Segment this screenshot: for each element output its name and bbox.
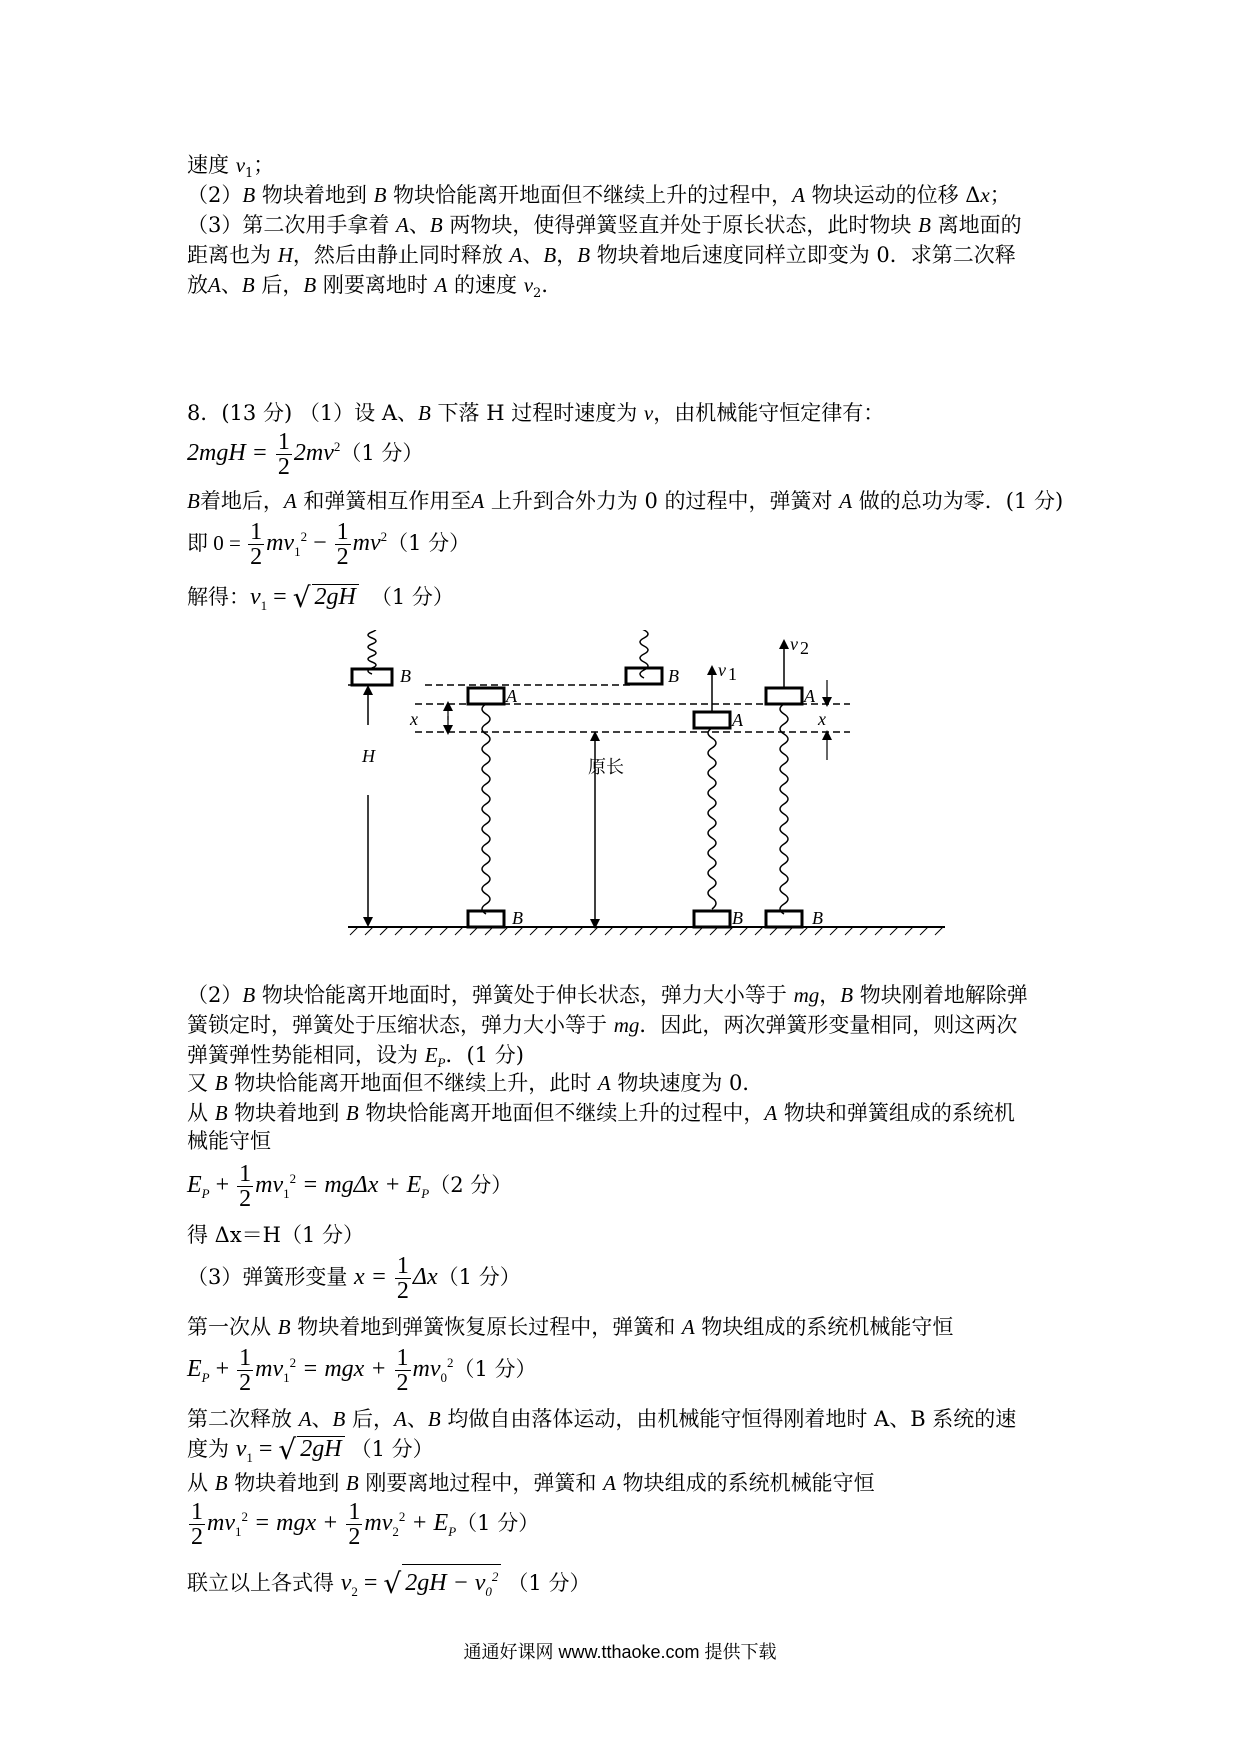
ground-hatch: [350, 927, 943, 935]
fraction: $\frac{1}{2}$: [239, 1345, 252, 1396]
label-A: A: [804, 686, 815, 706]
text: 从: [187, 1101, 215, 1125]
fraction: $\frac{1}{2}$: [250, 519, 263, 570]
spring-block-diagram: [330, 630, 950, 940]
p2-line-2: [187, 1010, 1017, 1040]
block-A: [468, 688, 504, 704]
p2-line-5: [187, 1098, 1015, 1128]
eq-text: v: [250, 584, 261, 610]
label-v1-sub: 1: [728, 664, 737, 684]
text: 物块速度为 0．: [610, 1071, 764, 1095]
eq-text: v: [340, 1570, 352, 1596]
var: B: [277, 1315, 291, 1339]
label-A: A: [732, 710, 743, 730]
points: （1 分）: [340, 441, 424, 466]
eq-text: Δx: [412, 1264, 438, 1291]
text: ，然后由静止同时释放: [292, 243, 510, 267]
text: 着地后，: [199, 489, 284, 513]
equation-1: 2mgH = $\frac{1}{2}$ $2mv^2(1$ 分）: [187, 429, 424, 480]
eq-text: =: [252, 1436, 279, 1462]
equation-8: 联立以上各式得 $v_2$ = √ $2gH - v_0^2$ （1 分）: [187, 1564, 590, 1607]
label-v2-sub: 2: [800, 638, 809, 658]
text: 物块着地到: [227, 1101, 346, 1125]
text: 从: [187, 1471, 215, 1495]
sub: P: [437, 1055, 446, 1071]
text: 物块刚着地解除弹: [853, 983, 1028, 1007]
eq-text: E: [187, 1172, 202, 1199]
text: 得 Δx＝H（1 分）: [187, 1223, 365, 1247]
var: A: [681, 1315, 695, 1339]
points: （1 分）: [456, 1511, 540, 1536]
text: 物块着地到弹簧恢复原长过程中，弹簧和: [290, 1315, 682, 1339]
var: A: [394, 1407, 407, 1431]
p2-line-1: [187, 980, 1028, 1010]
text: （3）弹簧形变量: [187, 1265, 355, 1290]
var: B: [303, 273, 317, 297]
eq-text: + E: [405, 1510, 449, 1537]
text: 又: [187, 1071, 215, 1095]
solution-heading: [187, 398, 884, 428]
text: 、: [522, 243, 544, 267]
var: B: [214, 1471, 228, 1495]
var: A: [597, 1071, 611, 1095]
text: ，: [556, 243, 578, 267]
var: B: [577, 243, 591, 267]
eq-text: v: [235, 1436, 247, 1462]
eq-text: = mgx +: [247, 1510, 345, 1537]
p3-line-4: 度为 $v_1$ = √ 2gH （1 分）: [187, 1433, 434, 1466]
eq-text: x =: [354, 1264, 393, 1291]
points: （1 分）: [507, 1571, 591, 1595]
var: B: [332, 1407, 346, 1431]
text: 速度: [187, 153, 236, 177]
text: 均做自由落体运动，由机械能守恒得刚着地时 A、B 系统的速: [440, 1407, 1017, 1431]
problem-line-3: [187, 210, 1022, 240]
text: 物块着地到: [227, 1471, 346, 1495]
text: 物块组成的系统机械能守恒: [615, 1471, 875, 1495]
label-B: B: [512, 908, 523, 928]
points: （1 分）: [350, 1437, 434, 1461]
label-A: A: [506, 686, 517, 706]
text: 8．(13 分) （1）设 A、: [187, 401, 419, 425]
points: （1 分）: [370, 585, 454, 609]
text: 刚要离地时: [316, 273, 435, 297]
label-x-2: x: [410, 709, 418, 729]
text: 两物块，使得弹簧竖直并处于原长状态，此时物块: [442, 213, 919, 237]
label-B: B: [732, 908, 743, 928]
p2-line-6: [187, 1126, 271, 1156]
text: 物块恰能离开地面时，弹簧处于伸长状态，弹力大小等于: [255, 983, 794, 1007]
eq-text: 即 0 =: [187, 531, 247, 556]
label-x-3: x: [818, 709, 826, 729]
text: 和弹簧相互作用至: [296, 489, 472, 513]
var: B: [418, 401, 431, 425]
spring-4: [708, 728, 716, 909]
var: A: [792, 183, 805, 207]
problem-line-4: [187, 240, 1016, 270]
var: B: [543, 243, 557, 267]
fraction: $\frac{1}{2}$: [396, 1253, 409, 1304]
fraction: $\frac{1}{2}$: [336, 519, 349, 570]
text: 物块着地到: [255, 183, 374, 207]
text: 联立以上各式得: [187, 1571, 341, 1595]
points: （1 分）: [387, 531, 471, 556]
var: mg: [613, 1013, 640, 1037]
var: B: [918, 213, 931, 237]
var: A: [283, 489, 297, 513]
eq-text: +: [209, 1172, 236, 1199]
eq-text: mv: [255, 1172, 284, 1199]
eq-text: E: [187, 1356, 202, 1383]
var: B: [242, 983, 256, 1007]
block-B: [352, 669, 392, 685]
text: ；: [253, 153, 275, 177]
eq-text: mv: [207, 1510, 235, 1537]
equation-3: 解得：$v_1$ = √ 2gH （1 分）: [187, 581, 454, 614]
text: 距离也为: [187, 243, 278, 267]
fraction: $\frac{1}{2}$: [348, 1499, 361, 1550]
problem-line-2: [187, 180, 1011, 210]
eq-text: =: [267, 584, 293, 610]
var: B: [241, 273, 255, 297]
eq-text: 2mv: [293, 440, 334, 467]
eq-text: mv: [255, 1356, 284, 1383]
text: 、: [311, 1407, 333, 1431]
label-B: B: [812, 908, 823, 928]
eq-text: +: [209, 1356, 236, 1383]
text: 物块恰能离开地面但不继续上升，此时: [227, 1071, 598, 1095]
p3-line-5: [187, 1468, 875, 1498]
var: B: [214, 1101, 228, 1125]
equation-6: $E_P$ + $\frac{1}{2}$ $mv_1^2$ = mgx + $\frac{1}{2}$ $mv_0^2(1$ 分）: [187, 1345, 537, 1396]
label-B: B: [400, 666, 411, 686]
var: B: [373, 183, 387, 207]
eq-text: mv: [412, 1356, 441, 1383]
points: （2 分）: [429, 1173, 513, 1198]
spring-2: [482, 704, 490, 914]
var: A: [839, 489, 853, 513]
var: A: [434, 273, 448, 297]
var: A: [471, 489, 485, 513]
text: 后，: [254, 273, 304, 297]
var: B: [427, 1407, 441, 1431]
text: 上升到合外力为 0 的过程中，弹簧对: [484, 489, 840, 513]
solution-line-2: [187, 486, 1063, 516]
text: （3）第二次用手拿着: [187, 213, 397, 237]
text: 的速度: [447, 273, 524, 297]
equation-4: $E_P$ + $\frac{1}{2}$ $mv_1^2 = mg\Delta x + E_P(2$ 分）: [187, 1161, 513, 1212]
text: 弹簧弹性势能相同，设为: [187, 1043, 425, 1067]
text: 度为: [187, 1437, 236, 1461]
eq-text: 2gH − v: [405, 1570, 486, 1596]
text: 放: [187, 273, 208, 297]
fraction: $\frac{1}{2}$: [239, 1161, 252, 1212]
text: 物块组成的系统机械能守恒: [694, 1315, 954, 1339]
text: 物块着地后速度同样立即变为 0．求第二次释: [590, 243, 1016, 267]
sub: 2: [533, 286, 542, 302]
points: （1 分）: [453, 1357, 537, 1382]
text: 、: [408, 213, 430, 237]
label-H: H: [362, 746, 375, 766]
var: H: [277, 243, 293, 267]
block-B: [694, 911, 730, 927]
equation-2: 即 0 = $\frac{1}{2}$ $mv_1^2$ − $\frac{1}{2}$ $mv^2(1$ 分）: [187, 519, 471, 570]
footer: 通通好课网 www.tthaoke.com 提供下载: [463, 1642, 777, 1662]
var: B: [345, 1471, 359, 1495]
var: B: [214, 1071, 228, 1095]
text: 、: [406, 1407, 428, 1431]
var: A: [509, 243, 523, 267]
p3-line-2: [187, 1312, 953, 1342]
text: ；: [989, 183, 1011, 207]
p2-line-4: [187, 1068, 763, 1098]
label-v2: v: [790, 634, 798, 654]
text: （2）: [187, 983, 243, 1007]
text: 离地面的: [930, 213, 1022, 237]
label-v1: v: [718, 660, 726, 680]
text: ．因此，两次弹簧形变量相同，则这两次: [639, 1013, 1018, 1037]
eq-text: 2mgH =: [187, 440, 274, 467]
block-A: [766, 688, 802, 704]
var: A: [298, 1407, 312, 1431]
text: 械能守恒: [187, 1129, 271, 1153]
eq-text: −: [307, 530, 333, 557]
text: （2）: [187, 183, 243, 207]
var: B: [187, 489, 200, 513]
text: 物块恰能离开地面但不继续上升的过程中，: [386, 183, 793, 207]
block-A: [694, 712, 730, 728]
var: mg: [793, 983, 820, 1007]
var: E: [424, 1043, 438, 1067]
text: ．: [541, 273, 563, 297]
text: 第二次释放: [187, 1407, 299, 1431]
eq-text: = mgΔx + E: [296, 1172, 422, 1199]
var: v: [643, 401, 654, 425]
spring-5: [780, 704, 788, 914]
text: 簧锁定时，弹簧处于压缩状态，弹力大小等于: [187, 1013, 614, 1037]
sqrt-expr: $2gH - v_0^2$: [402, 1564, 501, 1604]
var: B: [345, 1101, 359, 1125]
var: v: [523, 273, 534, 297]
eq-text: = mgx +: [296, 1356, 393, 1383]
fraction: $\frac{1}{2}$: [396, 1345, 409, 1396]
eq-text: mv: [266, 530, 295, 557]
eq-text: 解得：: [187, 585, 250, 609]
label-B: B: [668, 666, 679, 686]
eq-text: mv: [352, 530, 381, 557]
var: B: [429, 213, 443, 237]
var: B: [840, 983, 854, 1007]
label-natural-length: 原长: [588, 757, 624, 777]
equation-5: [187, 1220, 364, 1250]
text: 第一次从: [187, 1315, 278, 1339]
sub: 1: [245, 166, 254, 182]
text: 物块恰能离开地面但不继续上升的过程中，: [358, 1101, 765, 1125]
problem-line-5: [187, 270, 562, 309]
var: A: [208, 273, 221, 297]
text: 物块和弹簧组成的系统机: [777, 1101, 1015, 1125]
spring-3: [640, 630, 648, 678]
text: 物块运动的位移 Δ: [804, 183, 981, 207]
equation-7: $\frac{1}{2}$ $mv_1^2$ = mgx + $\frac{1}{2}$ $mv_2^2 + E_P(1$ 分）: [191, 1499, 540, 1550]
text: 后，: [345, 1407, 395, 1431]
var: B: [242, 183, 256, 207]
equation-part3: [187, 1254, 521, 1303]
eq-text: =: [357, 1570, 384, 1596]
points: （1 分）: [437, 1265, 521, 1290]
p3-line-3: [187, 1404, 1016, 1434]
var: A: [396, 213, 409, 237]
var: v: [235, 153, 246, 177]
eq-text: 2gH: [297, 1436, 344, 1461]
text: 做的总功为零．(1 分): [852, 489, 1064, 513]
var: A: [764, 1101, 778, 1125]
var: A: [603, 1471, 616, 1495]
fraction: $\frac{1}{2}$: [191, 1499, 203, 1550]
var: x: [980, 183, 990, 207]
eq-text: mv: [364, 1510, 393, 1537]
text: ，: [819, 983, 841, 1007]
text: ．(1 分): [445, 1043, 524, 1067]
eq-text: 2gH: [312, 584, 359, 609]
text: ，由机械能守恒定律有：: [653, 401, 885, 425]
text: 刚要离地过程中，弹簧和: [358, 1471, 604, 1495]
spring-1: [368, 630, 376, 674]
text: 下落 H 过程时速度为: [430, 401, 644, 425]
text: 、: [220, 273, 242, 297]
fraction: $\frac{1}{2}$: [277, 429, 290, 480]
